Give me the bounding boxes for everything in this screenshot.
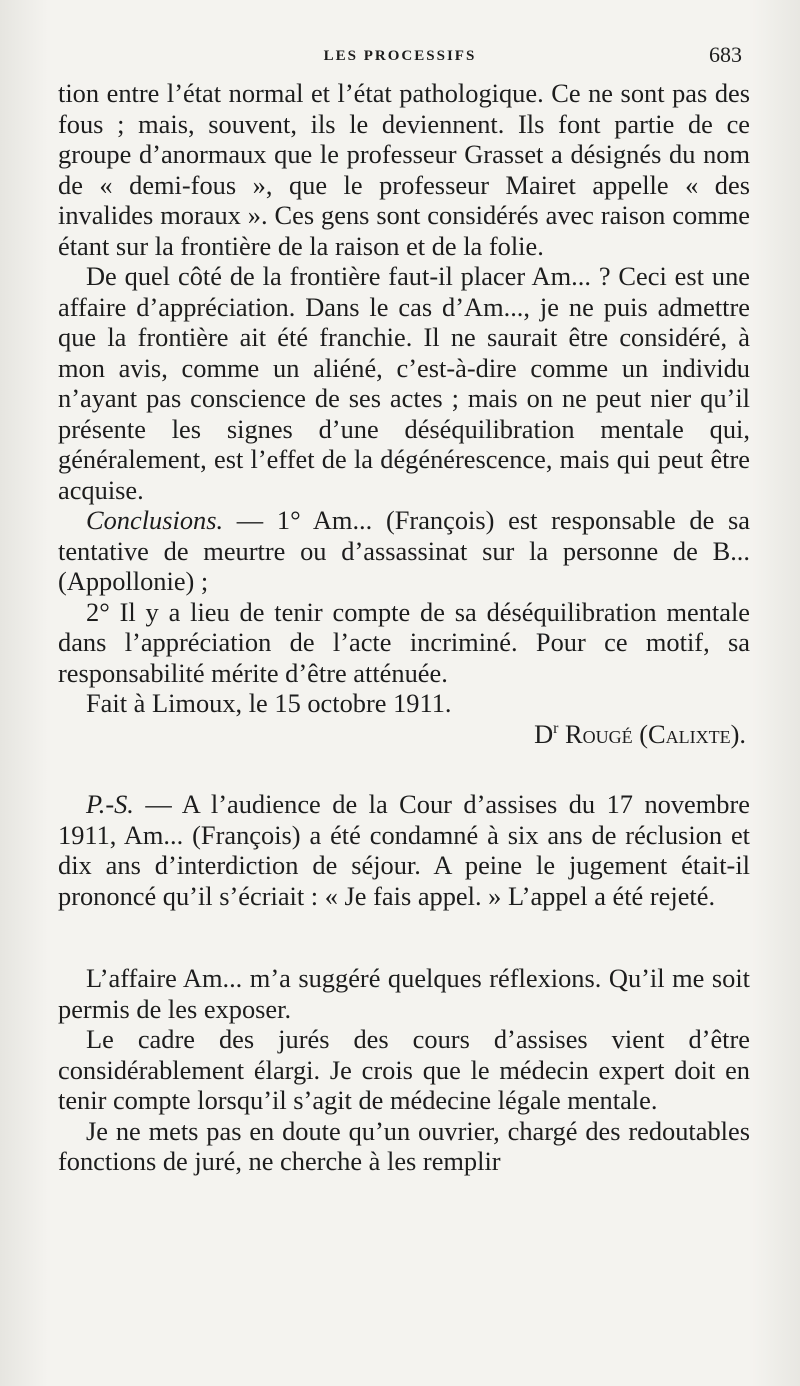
conclusions-heading: Conclusions. (86, 505, 224, 535)
postscript-label: P.-S. (86, 789, 134, 819)
paragraph-conclusion-2: 2° Il y a lieu de tenir compte de sa déséquilibration mentale dans l’appréciation de l’acte incriminé. Pour ce motif, sa responsabilité mérite d’être atténuée. (58, 596, 750, 688)
conclusions-text: — 1° Am... (François) est responsable de sa tentative de meurtre ou d’assassinat sur la personne de B... (Appollonie) ; (58, 505, 750, 596)
paragraph-jury: Le cadre des jurés des cours d’assises vient d’être considérablement élargi. Je crois que le médecin expert doit en tenir compte lorsqu’il s’agit de médecine légale mentale. (58, 1024, 750, 1115)
paragraph-conclusions (58, 505, 750, 597)
postscript-text: — A l’audience de la Cour d’assises du 17 novembre 1911, Am... (François) a été condamné à six ans de réclusion et dix ans d’interdiction de séjour. A peine le jugement était-il prononcé qu’il s’écriait : « Je fais appel. » L’appel a été rejeté. (58, 789, 750, 911)
signature-name: Rougé (Calixte). (558, 718, 746, 749)
paragraph-frontier: De quel côté de la frontière faut-il placer Am... ? Ceci est une affaire d’appréciation. Dans le cas d’Am..., je ne puis admettre que la frontière ait été franchie. Il ne saurait être considéré, à mon avis, comme un aliéné, c’est-à-dire comme un individu n’ayant pas conscience de ses actes ; mais on ne peut nier qu’il présente les signes d’une déséquilibration mentale qui, généralement, est l’effet de la dégénérescence, mais qui peut être acquise. (58, 261, 750, 505)
signature: $D^r$ Rougé (Calixte). (534, 718, 746, 749)
paragraph-postscript (58, 789, 750, 911)
paragraph-reflections: L’affaire Am... m’a suggéré quelques réflexions. Qu’il me soit permis de les exposer. (58, 963, 750, 1024)
page-number: 683 (709, 42, 742, 67)
page-header (58, 42, 742, 72)
paragraph-continuation: tion entre l’état normal et l’état pathologique. Ce ne sont pas des fous ; mais, souvent, ils le deviennent. Ils font partie de ce groupe d’anormaux que le professeur Grasset a désignés du nom de « demi-fous », que le professeur Mairet appelle « des invalides moraux ». Ces gens sont considérés avec raison comme étant sur la frontière de la raison et de la folie. (58, 78, 750, 261)
paragraph-worker: Je ne mets pas en doute qu’un ouvrier, chargé des redoutables fonctions de juré, ne cherche à les remplir (58, 1115, 750, 1176)
running-title: LES PROCESSIFS (323, 48, 477, 64)
date-line: Fait à Limoux, le 15 octobre 1911. (86, 688, 452, 718)
body-text (58, 78, 750, 1177)
